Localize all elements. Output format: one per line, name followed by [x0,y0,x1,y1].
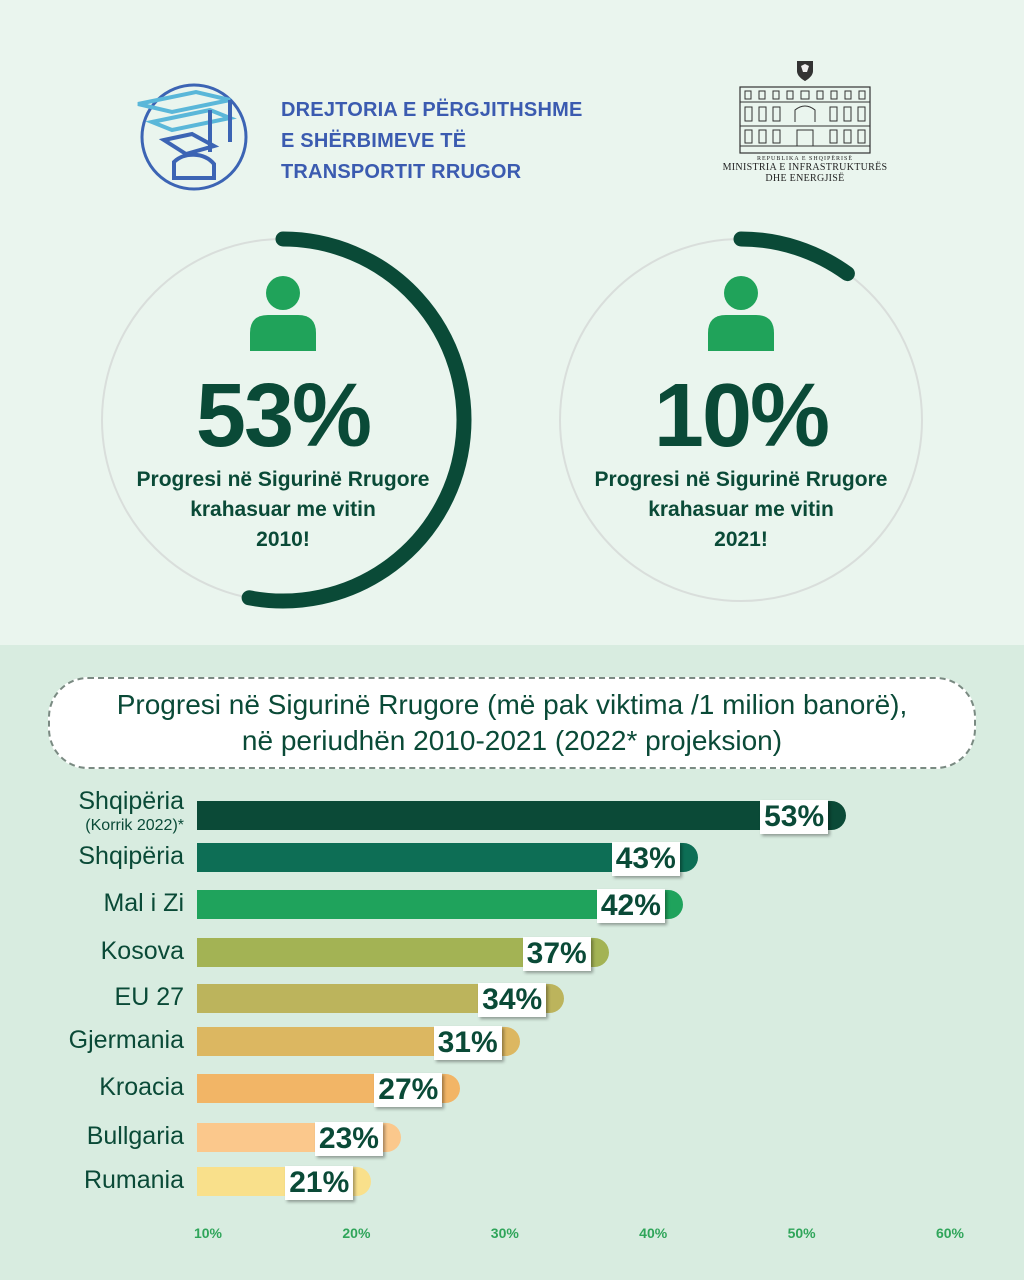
org-name-line-3: TRANSPORTIT RRUGOR [281,161,522,183]
bar-value-label: 31% [434,1026,502,1060]
gauge-caption-line-1: Progresi në Sigurinë Rrugore [136,468,430,491]
category-label: Gjermania [68,1026,184,1054]
x-tick-label: 50% [787,1225,816,1241]
category-label: EU 27 [114,983,184,1011]
bar-value-label: 53% [760,800,828,834]
category-label: Shqipëria [78,787,184,815]
gauge-caption-line-3: 2010! [256,528,310,551]
category-label: Bullgaria [86,1122,184,1150]
category-label: Kosova [100,937,184,965]
org-name-line-2: E SHËRBIMEVE TË [281,130,467,152]
x-tick-label: 40% [639,1225,668,1241]
category-label: Rumania [83,1166,184,1194]
ministry-name-line-2: DHE ENERGJISË [765,173,845,184]
bar-value-label: 42% [597,889,665,923]
x-tick-label: 60% [935,1225,965,1241]
org-name-line-1: DREJTORIA E PËRGJITHSHME [281,99,583,121]
ministry-republic-text: REPUBLIKA E SHQIPËRISË [756,156,853,162]
category-label: Shqipëria [78,842,184,870]
category-label: Mal i Zi [103,889,184,917]
x-tick-label: 10% [193,1225,223,1241]
gauge-value: 53% [195,366,371,466]
bar-value-label: 23% [315,1122,383,1156]
category-label: Kroacia [99,1073,184,1101]
bar-value-label: 27% [374,1073,442,1107]
bar [197,801,846,830]
gauge-caption-line-3: 2021! [714,528,768,551]
gauge-caption-line-2: krahasuar me vitin [190,498,376,521]
gauge-caption-line-1: Progresi në Sigurinë Rrugore [594,468,888,491]
gauge-caption-line-2: krahasuar me vitin [648,498,834,521]
category-sublabel: (Korrik 2022)* [85,817,184,834]
chart-title-line-2: në periudhën 2010-2021 (2022* projeksion) [241,725,783,756]
bar-value-label: 37% [523,937,591,971]
ministry-name-line-1: MINISTRIA E INFRASTRUKTURËS [722,162,888,173]
x-tick-label: 30% [490,1225,519,1241]
bar-value-label: 43% [612,842,680,876]
x-tick-label: 20% [342,1225,371,1241]
bar-value-label: 21% [285,1166,353,1200]
chart-title-line-1: Progresi në Sigurinë Rrugore (më pak viktima /1 milion banorë), [116,689,908,720]
bar-value-label: 34% [478,983,546,1017]
gauge-value: 10% [653,366,829,466]
